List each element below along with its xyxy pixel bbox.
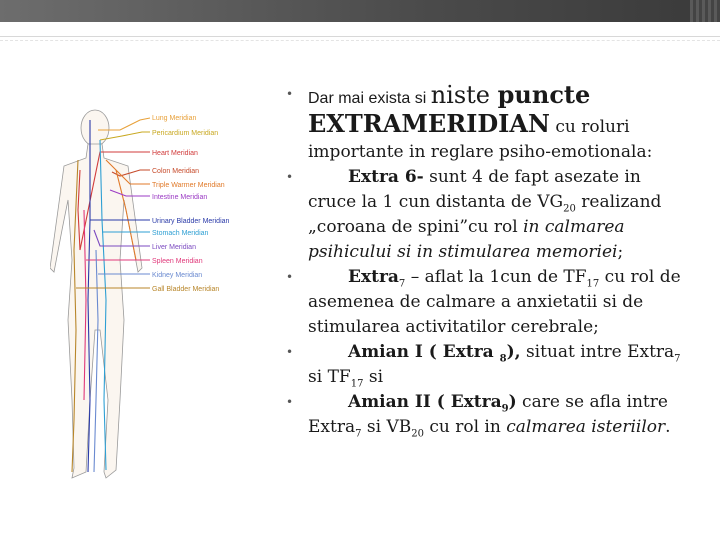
slide-body-text <box>286 82 686 440</box>
meridian-label-heart: Heart Meridian <box>152 150 198 157</box>
bullet-dot-icon: • <box>286 270 294 284</box>
meridian-label-gall-bladder: Gall Bladder Meridian <box>152 286 220 293</box>
meridian-label-spleen: Spleen Meridian <box>152 258 203 265</box>
header-rule <box>0 36 720 37</box>
bullet-dot-icon: • <box>286 345 294 359</box>
meridian-body-figure <box>50 100 230 490</box>
bullet-dot-icon: • <box>286 87 294 101</box>
meridian-label-liver: Liver Meridian <box>152 244 196 251</box>
slide-top-bar <box>0 0 720 22</box>
meridian-label-stomach: Stomach Meridian <box>152 230 209 237</box>
meridian-label-triple-warmer: Triple Warmer Meridian <box>152 182 225 189</box>
bullet-item-extra6: • Extra 6- sunt 4 de fapt asezate in cruce la 1 cun distanta de $VG_{20}$ realizand „coroana de spini”cu rol in calmarea psihicului si in stimularea memoriei; <box>286 167 662 262</box>
header-rule-dashed <box>0 40 720 41</box>
bullet-dot-icon: • <box>286 170 294 184</box>
meridian-label-kidney: Kidney Meridian <box>152 272 203 279</box>
top-bar-accent <box>690 0 720 22</box>
meridian-label-colon: Colon Meridian <box>152 168 200 175</box>
meridian-label-intestine: Intestine Meridian <box>152 194 208 201</box>
meridian-label-lung: Lung Meridian <box>152 115 197 122</box>
bullet-dot-icon: • <box>286 395 294 409</box>
bullet-item-amian-2: • Amian II ( Extra$_9$) care se afla intre Extra$_7$ si $VB_{20}$ cu rol in calmarea isteriilor. <box>286 392 671 440</box>
body-outline <box>50 110 142 478</box>
bullet-item-extra7: • Extra$_7$ – aflat la 1cun de $TF_{17}$ cu rol de asemenea de calmare a anxietatii si de stimularea activitatilor cerebrale; <box>286 267 681 337</box>
meridian-label-urinary-bladder: Urinary Bladder Meridian <box>152 218 230 225</box>
bullet-item-extrameridian: • Dar mai exista si niste puncte EXTRAMERIDIAN cu roluri importante in reglare psiho-emotionala: <box>286 80 653 162</box>
meridian-label-pericardium: Pericardium Meridian <box>152 130 219 137</box>
bullet-item-amian-1: • Amian I ( Extra $_8$), situat intre Extra$_7$ si $TF_{17}$ si <box>286 342 681 390</box>
meridian-labels <box>152 115 230 293</box>
